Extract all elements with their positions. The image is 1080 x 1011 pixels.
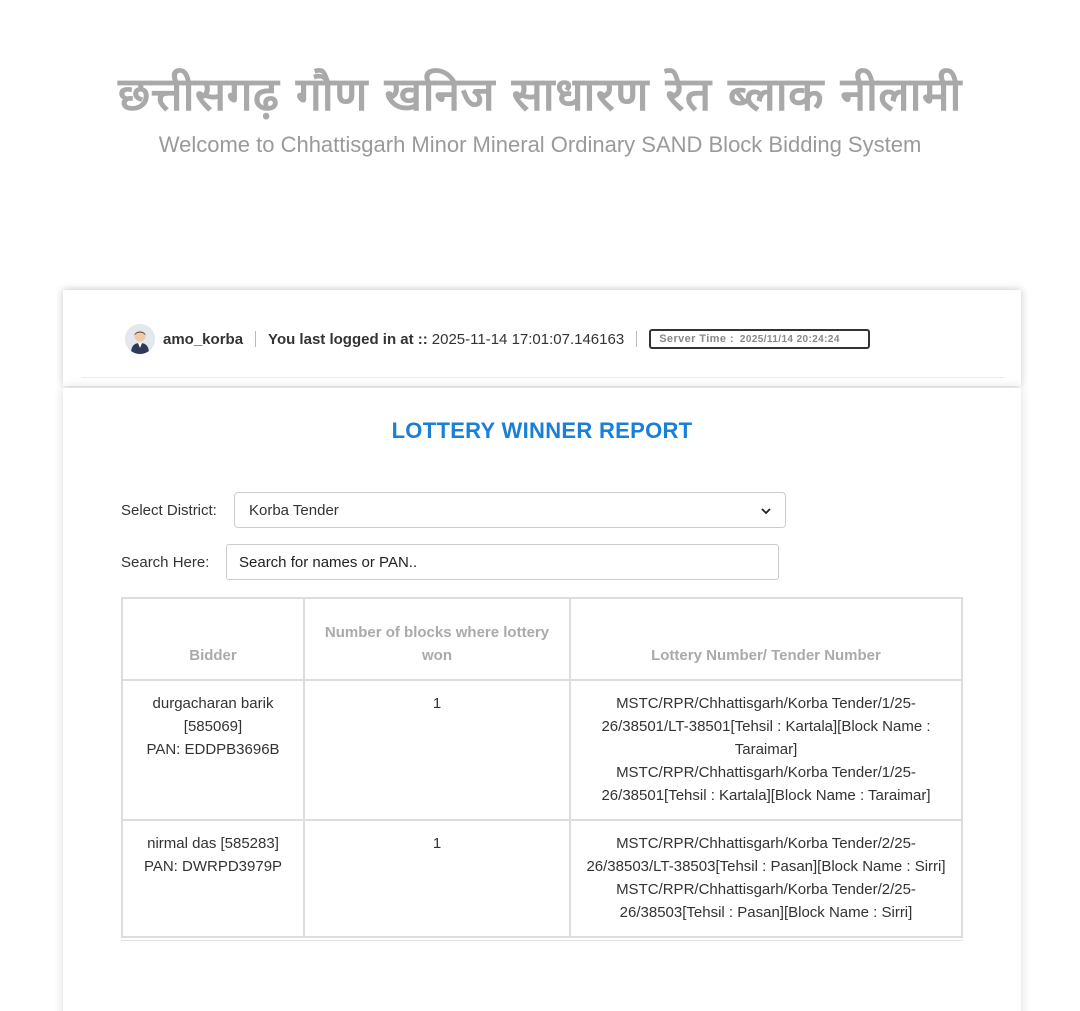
- table-footer-line: [121, 940, 963, 941]
- district-select[interactable]: [234, 492, 786, 528]
- server-time-label: Server Time :: [659, 333, 734, 345]
- bidder-name: nirmal das [585283]: [147, 835, 279, 852]
- lottery-number-cell: [570, 820, 962, 937]
- bidder-cell: [122, 820, 304, 937]
- bidder-pan: PAN: EDDPB3696B: [146, 741, 280, 758]
- lottery-number-cell: [570, 680, 962, 820]
- table-row: [122, 680, 962, 820]
- table-header-row: [122, 598, 962, 680]
- server-time-value: 2025/11/14 20:24:24: [739, 334, 840, 345]
- district-label: Select District:: [121, 502, 217, 519]
- tender-number: MSTC/RPR/Chhattisgarh/Korba Tender/2/25-26/38503[Tehsil : Pasan][Block Name : Sirri]: [616, 881, 916, 921]
- separator: [255, 331, 256, 347]
- tender-number: MSTC/RPR/Chhattisgarh/Korba Tender/1/25-26/38501[Tehsil : Kartala][Block Name : Taraimar]: [601, 764, 931, 804]
- bidder-cell: [122, 680, 304, 820]
- report-title: LOTTERY WINNER REPORT: [391, 418, 693, 443]
- column-header-bidder[interactable]: Bidder: [122, 598, 304, 680]
- lottery-number: MSTC/RPR/Chhattisgarh/Korba Tender/1/25-26/38501/LT-38501[Tehsil : Kartala][Block Name : Taraimar]: [601, 695, 931, 758]
- district-selected-value: Korba Tender: [249, 501, 339, 519]
- search-input[interactable]: [226, 544, 779, 580]
- search-label: Search Here:: [121, 554, 210, 571]
- chevron-down-icon: [761, 502, 771, 519]
- bidder-pan: PAN: DWRPD3979P: [143, 858, 283, 875]
- user-info-card: [63, 290, 1021, 386]
- username: amo_korba: [163, 330, 244, 348]
- blocks-won-cell: 1: [304, 680, 570, 820]
- blocks-won-cell: 1: [304, 820, 570, 937]
- site-subtitle: Welcome to Chhattisgarh Minor Mineral Ordinary SAND Block Bidding System: [158, 132, 922, 157]
- last-login-label: You last logged in at ::: [268, 330, 428, 348]
- lottery-number: MSTC/RPR/Chhattisgarh/Korba Tender/2/25-26/38503/LT-38503[Tehsil : Pasan][Block Name : Sirri]: [586, 835, 946, 875]
- table-row: [122, 820, 962, 937]
- last-login-value: 2025-11-14 17:01:07.146163: [431, 330, 625, 348]
- column-header-blocks-won[interactable]: Number of blocks where lottery won: [304, 598, 570, 680]
- site-title-hindi: छत्तीसगढ़ गौण खनिज साधारण रेत ब्लाक नीलामी: [118, 67, 962, 121]
- lottery-winner-table: [121, 597, 963, 938]
- server-time-box: [649, 329, 870, 349]
- report-card: [63, 388, 1021, 1011]
- bidder-name: durgacharan barik [585069]: [152, 695, 274, 735]
- user-info-row: [125, 324, 870, 354]
- column-header-lottery-number[interactable]: Lottery Number/ Tender Number: [570, 598, 962, 680]
- separator: [636, 331, 637, 347]
- user-avatar-icon[interactable]: [125, 324, 155, 354]
